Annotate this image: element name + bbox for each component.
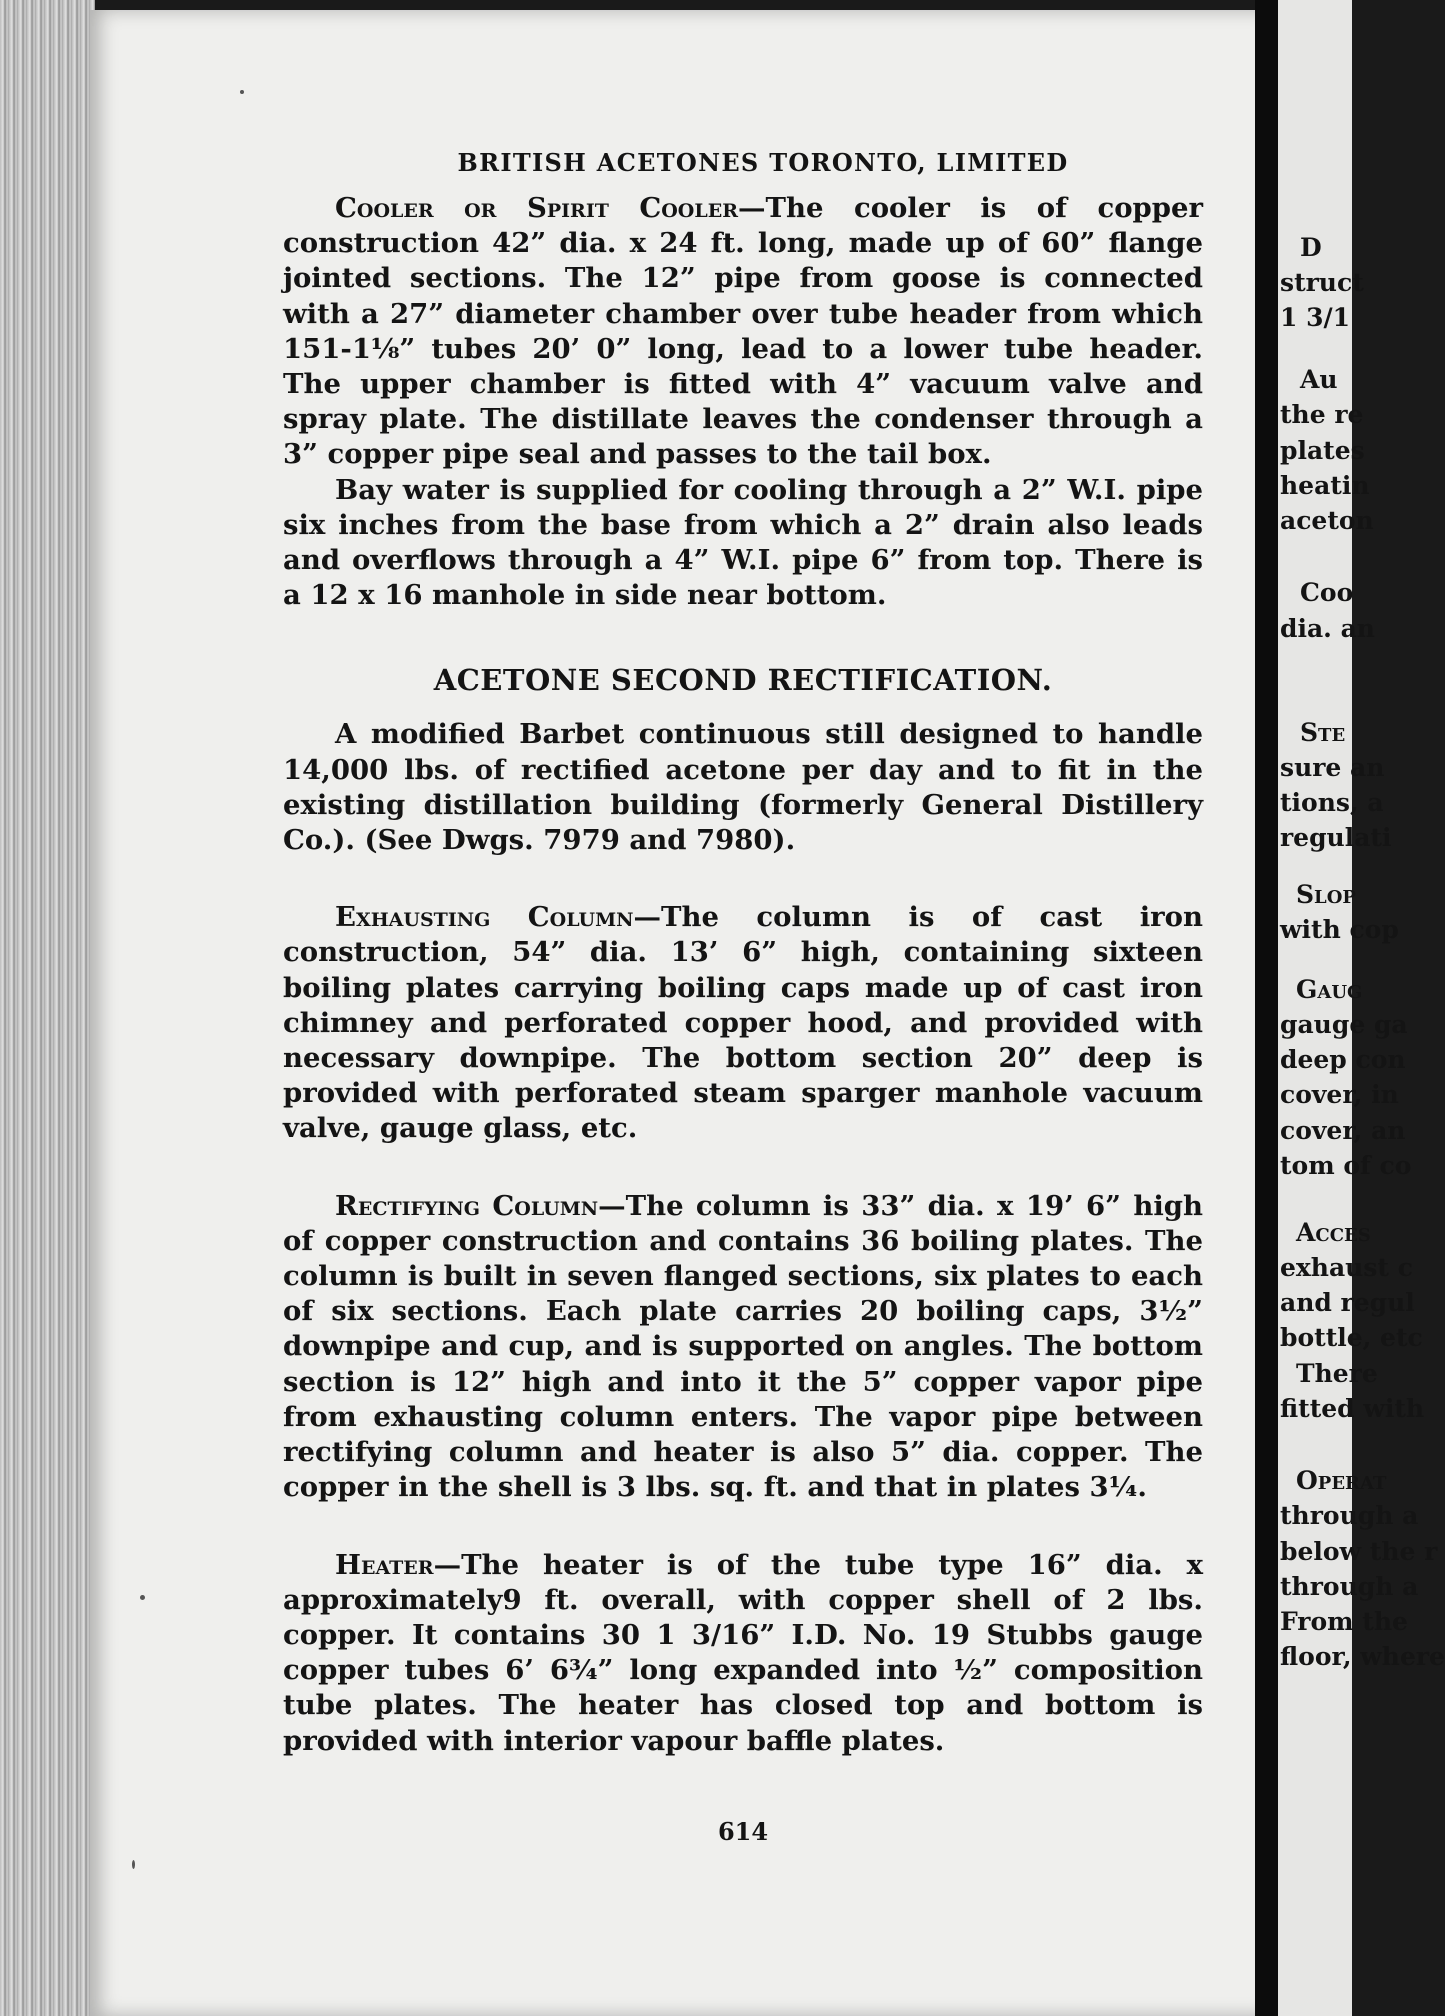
- facing-line: cover, an: [1280, 1116, 1406, 1145]
- facing-line: dia. an: [1280, 614, 1375, 643]
- rectifying-text: —The column is 33” dia. x 19’ 6” high of copper construction and contains 36 boiling plates. The column is built in seven flanged sections, six plates to each of six sections. Each plate carries 20 boiling caps, 3½” downpipe and cup, and is supported on angles. The bottom section is 12” high and into it the 5” copper vapor pipe from exhausting column enters. The vapor pipe between rectifying column and heater is also 5” dia. copper. The copper in the shell is 3 lbs. sq. ft. and that in plates 3¼.: [283, 1189, 1203, 1504]
- facing-line: struct: [1280, 268, 1364, 297]
- facing-line: cover, in: [1280, 1080, 1399, 1109]
- book-page-edges: [0, 0, 95, 2016]
- running-header: BRITISH ACETONES TORONTO, LIMITED: [457, 148, 1069, 177]
- facing-line: From the: [1280, 1607, 1408, 1636]
- facing-line: Coo: [1300, 578, 1354, 607]
- facing-line: the re: [1280, 400, 1364, 429]
- facing-line: regulati: [1280, 823, 1392, 852]
- facing-line: fitted with: [1280, 1394, 1425, 1423]
- facing-line: Au: [1300, 365, 1338, 394]
- page-number: 614: [717, 1816, 769, 1846]
- facing-line: and regul: [1280, 1288, 1415, 1317]
- paper-speck: [132, 1860, 135, 1869]
- facing-line: tions, a: [1280, 788, 1384, 817]
- section-heading: ACETONE SECOND RECTIFICATION.: [433, 663, 1053, 698]
- facing-line: tom of co: [1280, 1151, 1412, 1180]
- facing-line: heatin: [1280, 471, 1370, 500]
- facing-line: Gaug: [1296, 975, 1363, 1004]
- facing-line: plates: [1280, 436, 1365, 465]
- paragraph-bay-water: Bay water is supplied for cooling through a 2” W.I. pipe six inches from the base from which a 2” drain also leads and overflows through a 4” W.I. pipe 6” from top. There is a 12 x 16 manhole in side near bottom.: [283, 473, 1203, 612]
- facing-line: floor, where: [1280, 1642, 1445, 1671]
- paper-speck: [140, 1595, 145, 1600]
- paragraph-heater: [283, 1548, 1203, 1759]
- facing-line: D: [1300, 233, 1322, 262]
- facing-line: through a: [1280, 1572, 1419, 1601]
- facing-line: exhaust c: [1280, 1253, 1413, 1282]
- facing-page: [1278, 0, 1445, 2016]
- facing-line: Slop: [1296, 880, 1356, 909]
- heater-text: —The heater is of the tube type 16” dia. x approximately9 ft. overall, with copper shell of 2 lbs. copper. It contains 30 1 3/16” I.D. No. 19 Stubbs gauge copper tubes 6’ 6¾” long expanded into ½” composition tube plates. The heater has closed top and bottom is provided with interior vapour baffle plates.: [283, 1548, 1203, 1757]
- paper-speck: [240, 90, 244, 94]
- heater-lead: Heater: [335, 1548, 434, 1581]
- page-text-column: [283, 148, 1203, 1846]
- facing-line: with cop: [1280, 915, 1399, 944]
- paragraph-barbet: A modified Barbet continuous still designed to handle 14,000 lbs. of rectified acetone per day and to fit in the existing distillation building (formerly General Distillery Co.). (See Dwgs. 7979 and 7980).: [283, 718, 1203, 857]
- facing-line: below the r: [1280, 1537, 1438, 1566]
- paragraph-rectifying-column: [283, 1189, 1203, 1506]
- facing-line: aceton: [1280, 506, 1374, 535]
- paragraph-exhausting-column: [283, 900, 1203, 1146]
- exhausting-lead: Exhausting Column: [335, 901, 634, 934]
- facing-line: There: [1296, 1359, 1378, 1388]
- paragraph-cooler: [283, 191, 1203, 473]
- exhausting-text: —The column is of cast iron construction, 54” dia. 13’ 6” high, containing sixteen boiling plates carrying boiling caps made up of cast iron chimney and perforated copper hood, and provided with necessary downpipe. The bottom section 20” deep is provided with perforated steam sparger manhole vacuum valve, gauge glass, etc.: [283, 901, 1203, 1145]
- facing-line: through a: [1280, 1501, 1419, 1530]
- rectifying-lead: Rectifying Column: [335, 1189, 599, 1222]
- facing-line: gauge ga: [1280, 1010, 1408, 1039]
- facing-line: sure an: [1280, 753, 1385, 782]
- facing-line: 1 3/1: [1280, 303, 1351, 332]
- facing-line: Operat: [1296, 1466, 1387, 1495]
- facing-line: deep con: [1280, 1045, 1406, 1074]
- cooler-text: —The cooler is of copper construction 42” dia. x 24 ft. long, made up of 60” flange jointed sections. The 12” pipe from goose is connected with a 27” diameter chamber over tube header from which 151-1⅛” tubes 20’ 0” long, lead to a lower tube header. The upper chamber is fitted with 4” vacuum valve and spray plate. The distillate leaves the condenser through a 3” copper pipe seal and passes to the tail box.: [283, 192, 1203, 471]
- facing-line: Ste: [1300, 718, 1346, 747]
- facing-line: bottle, etc: [1280, 1323, 1423, 1352]
- cooler-lead: Cooler or Spirit Cooler: [335, 192, 738, 224]
- facing-line: Acces: [1296, 1218, 1371, 1247]
